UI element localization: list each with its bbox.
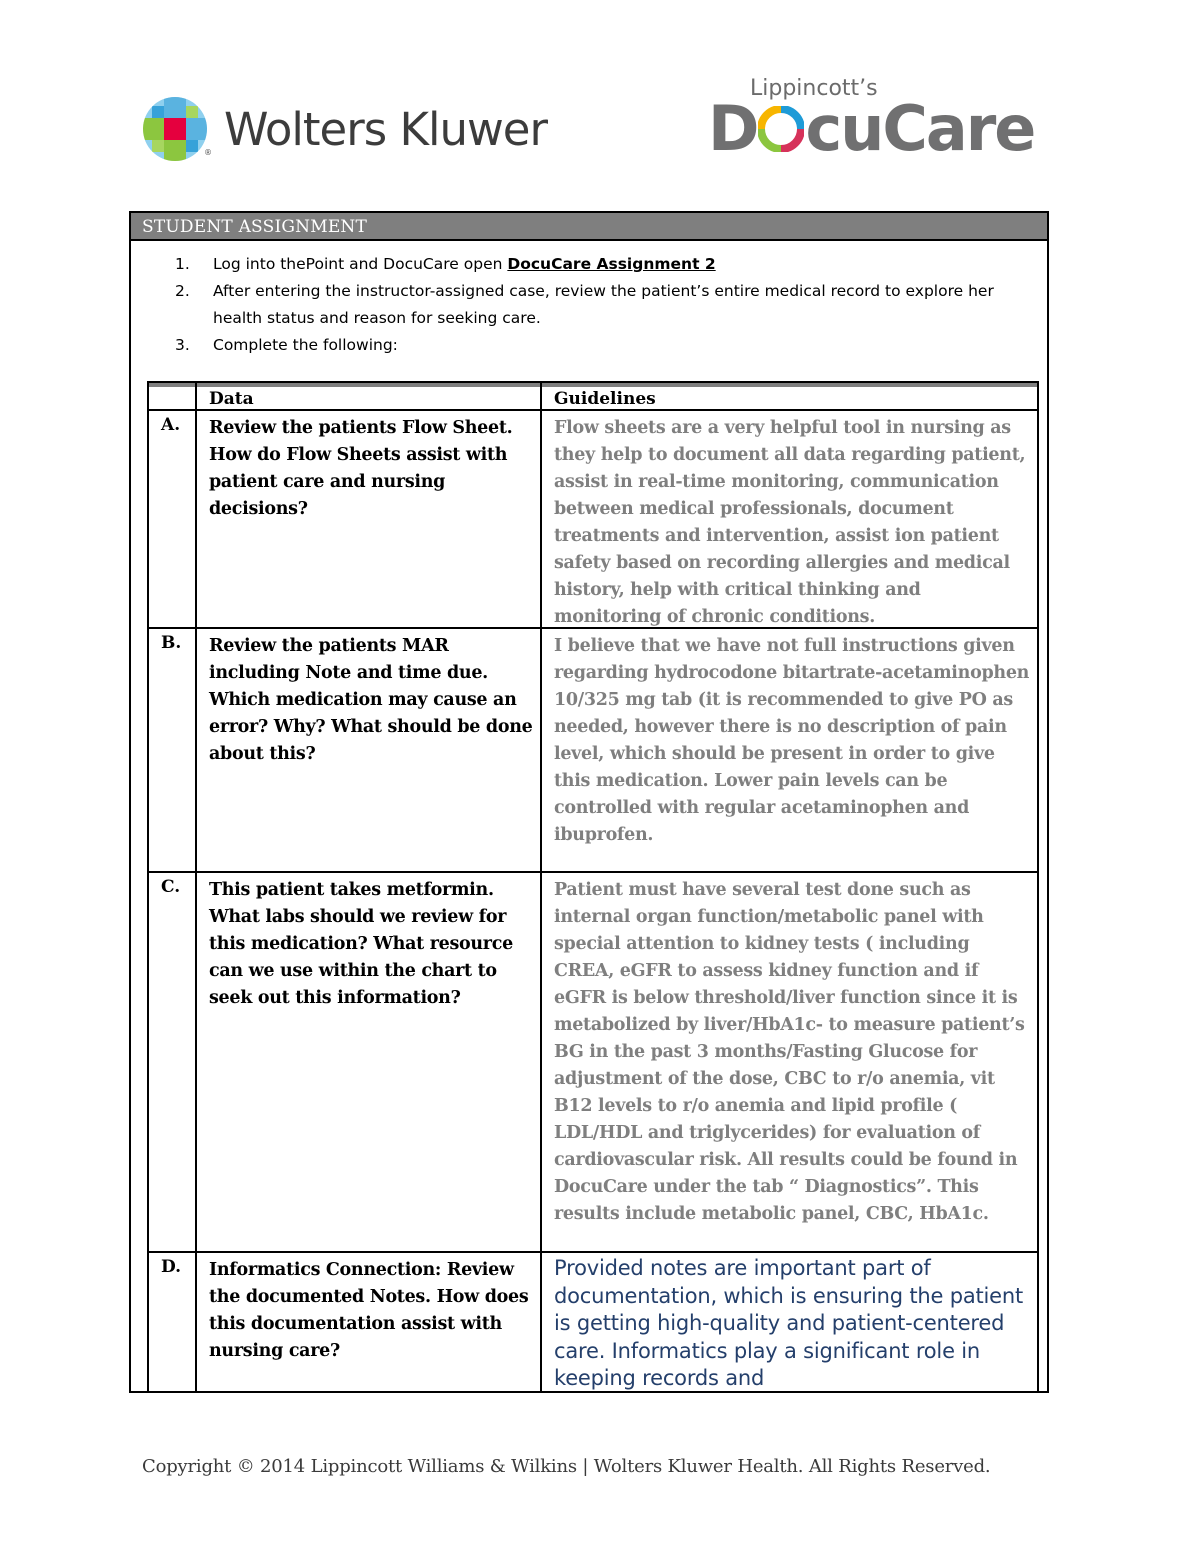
step-number: 1. — [175, 255, 190, 273]
column-header-data: Data — [209, 389, 254, 409]
table-row-d — [147, 1251, 1039, 1393]
column-header-guidelines: Guidelines — [554, 389, 656, 409]
row-question: This patient takes metformin. What labs should we review for this medication? What resource can we use within the chart to seek out this information? — [209, 880, 513, 1008]
row-question: Review the patients MAR including Note and time due. Which medication may cause an error? Why? What should be done about this? — [209, 636, 533, 764]
step-number: 3. — [175, 336, 190, 354]
wolters-kluwer-wordmark: Wolters Kluwer — [224, 103, 547, 156]
student-assignment-box — [129, 211, 1049, 1393]
table-border-right — [1037, 381, 1039, 1391]
row-letter: D. — [161, 1257, 182, 1277]
table-divider-2 — [540, 381, 542, 1391]
table-row-c — [147, 871, 1039, 1251]
row-letter: A. — [161, 415, 181, 435]
guidelines-table — [147, 381, 1039, 1391]
wolters-kluwer-mark-icon — [142, 96, 208, 162]
docucare-assignment-link[interactable]: DocuCare Assignment 2 — [507, 255, 716, 273]
lippincotts-tagline: Lippincott’s — [750, 76, 878, 101]
table-row-a — [147, 409, 1039, 627]
docucare-o-icon — [758, 106, 804, 152]
step-item — [175, 278, 1035, 332]
row-question: Informatics Connection: Review the documented Notes. How does this documentation assist with nursing care? — [209, 1260, 529, 1361]
table-border-left — [147, 381, 149, 1391]
row-letter: B. — [161, 633, 182, 653]
table-header-row — [147, 381, 1039, 409]
row-letter: C. — [161, 877, 181, 897]
step-item — [175, 251, 1035, 278]
docucare-d: D — [708, 92, 758, 165]
row-answer[interactable]: Patient must have several test done such as internal organ function/metabolic panel with special attention to kidney tests ( including CREA, eGFR to assess kidney function and if eGFR is below threshold/liver function since it is metabolized by liver/HbA1c- to measure patient’s BG in the past 3 months/Fasting Glucose for adjustment of the dose, CBC to r/o anemia, vit B12 levels to r/o anemia and lipid profile ( LDL/HDL and triglycerides) for evaluation of cardiovascular risk. All results could be found in DocuCare under the tab “ Diagnostics”. This results include metabolic panel, CBC, HbA1c. — [554, 880, 1025, 1224]
step-item — [175, 332, 1035, 359]
registered-mark: ® — [204, 148, 212, 157]
table-row-b — [147, 627, 1039, 871]
step-text: Complete the following: — [213, 336, 398, 354]
row-question: Review the patients Flow Sheet. How do Flow Sheets assist with patient care and nursing decisions? — [209, 418, 513, 519]
table-divider-1 — [195, 381, 197, 1391]
docucare-logo — [708, 76, 1035, 166]
copyright-footer: Copyright © 2014 Lippincott Williams & Wilkins | Wolters Kluwer Health. All Rights Reserved. — [142, 1456, 991, 1477]
row-answer[interactable]: Flow sheets are a very helpful tool in nursing as they help to document all data regarding patient, assist in real-time monitoring, communication between medical professionals, document treatments and intervention, assist ion patient safety based on recording allergies and medical history, help with critical thinking and monitoring of chronic conditions. — [554, 418, 1026, 627]
wolters-kluwer-logo — [142, 96, 547, 162]
row-answer[interactable]: Provided notes are important part of documentation, which is ensuring the patient is getting high-quality and patient-centered care. Informatics play a significant role in keeping records and — [554, 1256, 1024, 1390]
docucare-rest: cuCare — [805, 92, 1035, 165]
row-answer[interactable]: I believe that we have not full instructions given regarding hydrocodone bitartrate-acetaminophen 10/325 mg tab (it is recommended to give PO as needed, however there is no description of pain level, which should be present in order to give this medication. Lower pain levels can be controlled with regular acetaminophen and ibuprofen. — [554, 636, 1030, 845]
docucare-wordmark — [708, 92, 1034, 166]
step-text: Log into thePoint and DocuCare open — [213, 255, 508, 273]
student-assignment-header: STUDENT ASSIGNMENT — [131, 213, 1047, 241]
step-number: 2. — [175, 282, 190, 300]
step-text: After entering the instructor-assigned case, review the patient’s entire medical record to explore her health status and reason for seeking care. — [213, 282, 994, 327]
assignment-steps — [175, 251, 1035, 359]
